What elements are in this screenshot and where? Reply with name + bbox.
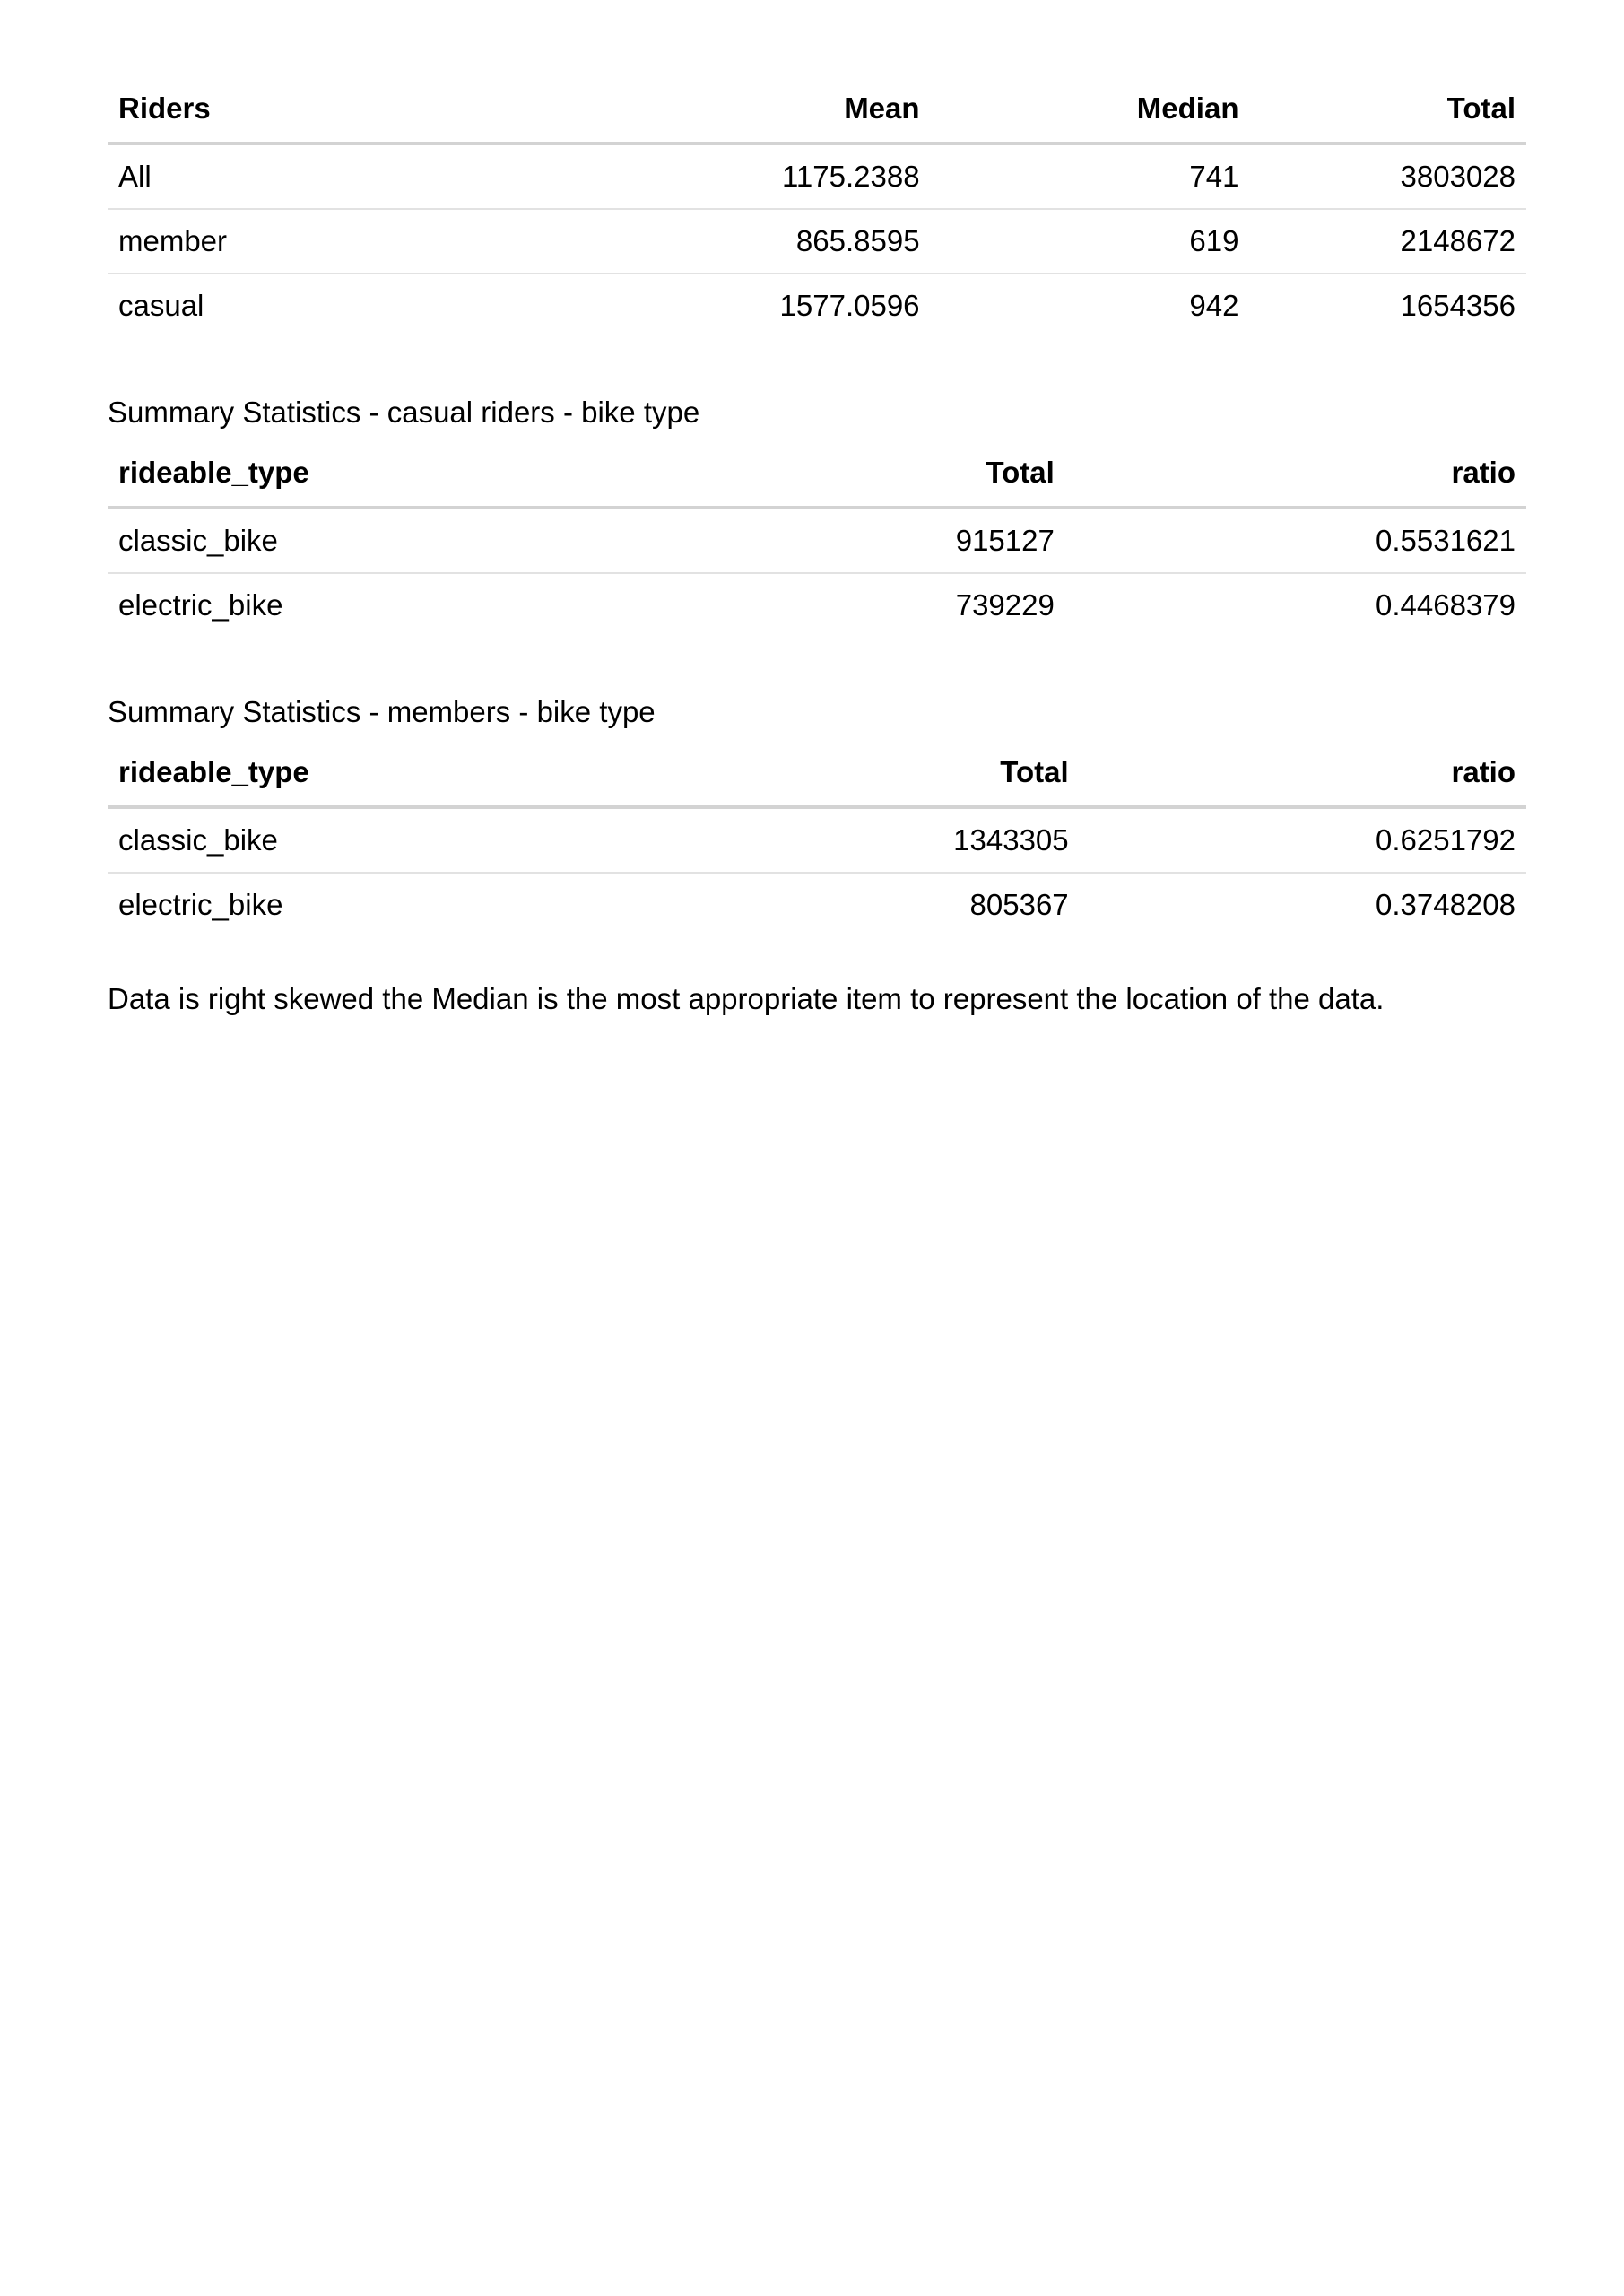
cell-ratio: 0.5531621	[1065, 508, 1526, 573]
cell-rider-type: All	[108, 144, 590, 209]
table-row	[108, 209, 1526, 274]
members-section-title: Summary Statistics - members - bike type	[108, 695, 656, 728]
cell-ratio: 0.3748208	[1376, 888, 1515, 921]
cell-total: 1343305	[619, 807, 1080, 873]
column-header-ratio: ratio	[1080, 744, 1526, 807]
cell-total: 1654356	[1400, 289, 1515, 322]
casual-section-title: Summary Statistics - casual riders - bike type	[108, 396, 700, 429]
cell-total: 915127	[619, 508, 1065, 573]
cell-ratio: 0.6251792	[1080, 807, 1526, 873]
table-header-row	[108, 445, 1526, 508]
table-row	[108, 144, 1526, 209]
cell-median: 741	[931, 144, 1250, 209]
cell-ratio: 0.4468379	[1376, 588, 1515, 622]
table-row	[108, 873, 1526, 936]
table-row	[108, 807, 1526, 873]
cell-total: 2148672	[1249, 209, 1526, 274]
cell-total: 805367	[969, 888, 1069, 921]
column-header-rideable-type: rideable_type	[108, 744, 619, 807]
riders-summary-table	[108, 81, 1526, 337]
column-header-rideable-type: rideable_type	[108, 445, 619, 508]
cell-rider-type: casual	[118, 289, 204, 322]
table-row	[108, 274, 1526, 337]
table-row	[108, 508, 1526, 573]
document-content	[108, 81, 1526, 1019]
cell-rideable-type: electric_bike	[118, 588, 283, 622]
cell-rideable-type: classic_bike	[108, 807, 619, 873]
conclusion-note: Data is right skewed the Median is the most appropriate item to represent the location of the data.	[108, 982, 1385, 1015]
column-header-total: Total	[619, 445, 1065, 508]
cell-rider-type: member	[108, 209, 590, 274]
cell-mean: 865.8595	[590, 209, 931, 274]
cell-median: 619	[931, 209, 1250, 274]
cell-total: 3803028	[1249, 144, 1526, 209]
column-header-total: Total	[1249, 81, 1526, 144]
cell-rideable-type: classic_bike	[108, 508, 619, 573]
cell-total: 739229	[955, 588, 1055, 622]
column-header-mean: Mean	[590, 81, 931, 144]
cell-mean: 1175.2388	[590, 144, 931, 209]
column-header-median: Median	[931, 81, 1250, 144]
cell-mean: 1577.0596	[779, 289, 920, 322]
column-header-riders: Riders	[108, 81, 590, 144]
members-bike-type-table	[108, 744, 1526, 936]
column-header-ratio: ratio	[1065, 445, 1526, 508]
cell-median: 942	[1189, 289, 1239, 322]
table-header-row	[108, 81, 1526, 144]
casual-bike-type-table	[108, 445, 1526, 637]
cell-rideable-type: electric_bike	[118, 888, 283, 921]
table-row	[108, 573, 1526, 637]
table-header-row	[108, 744, 1526, 807]
column-header-total: Total	[619, 744, 1080, 807]
